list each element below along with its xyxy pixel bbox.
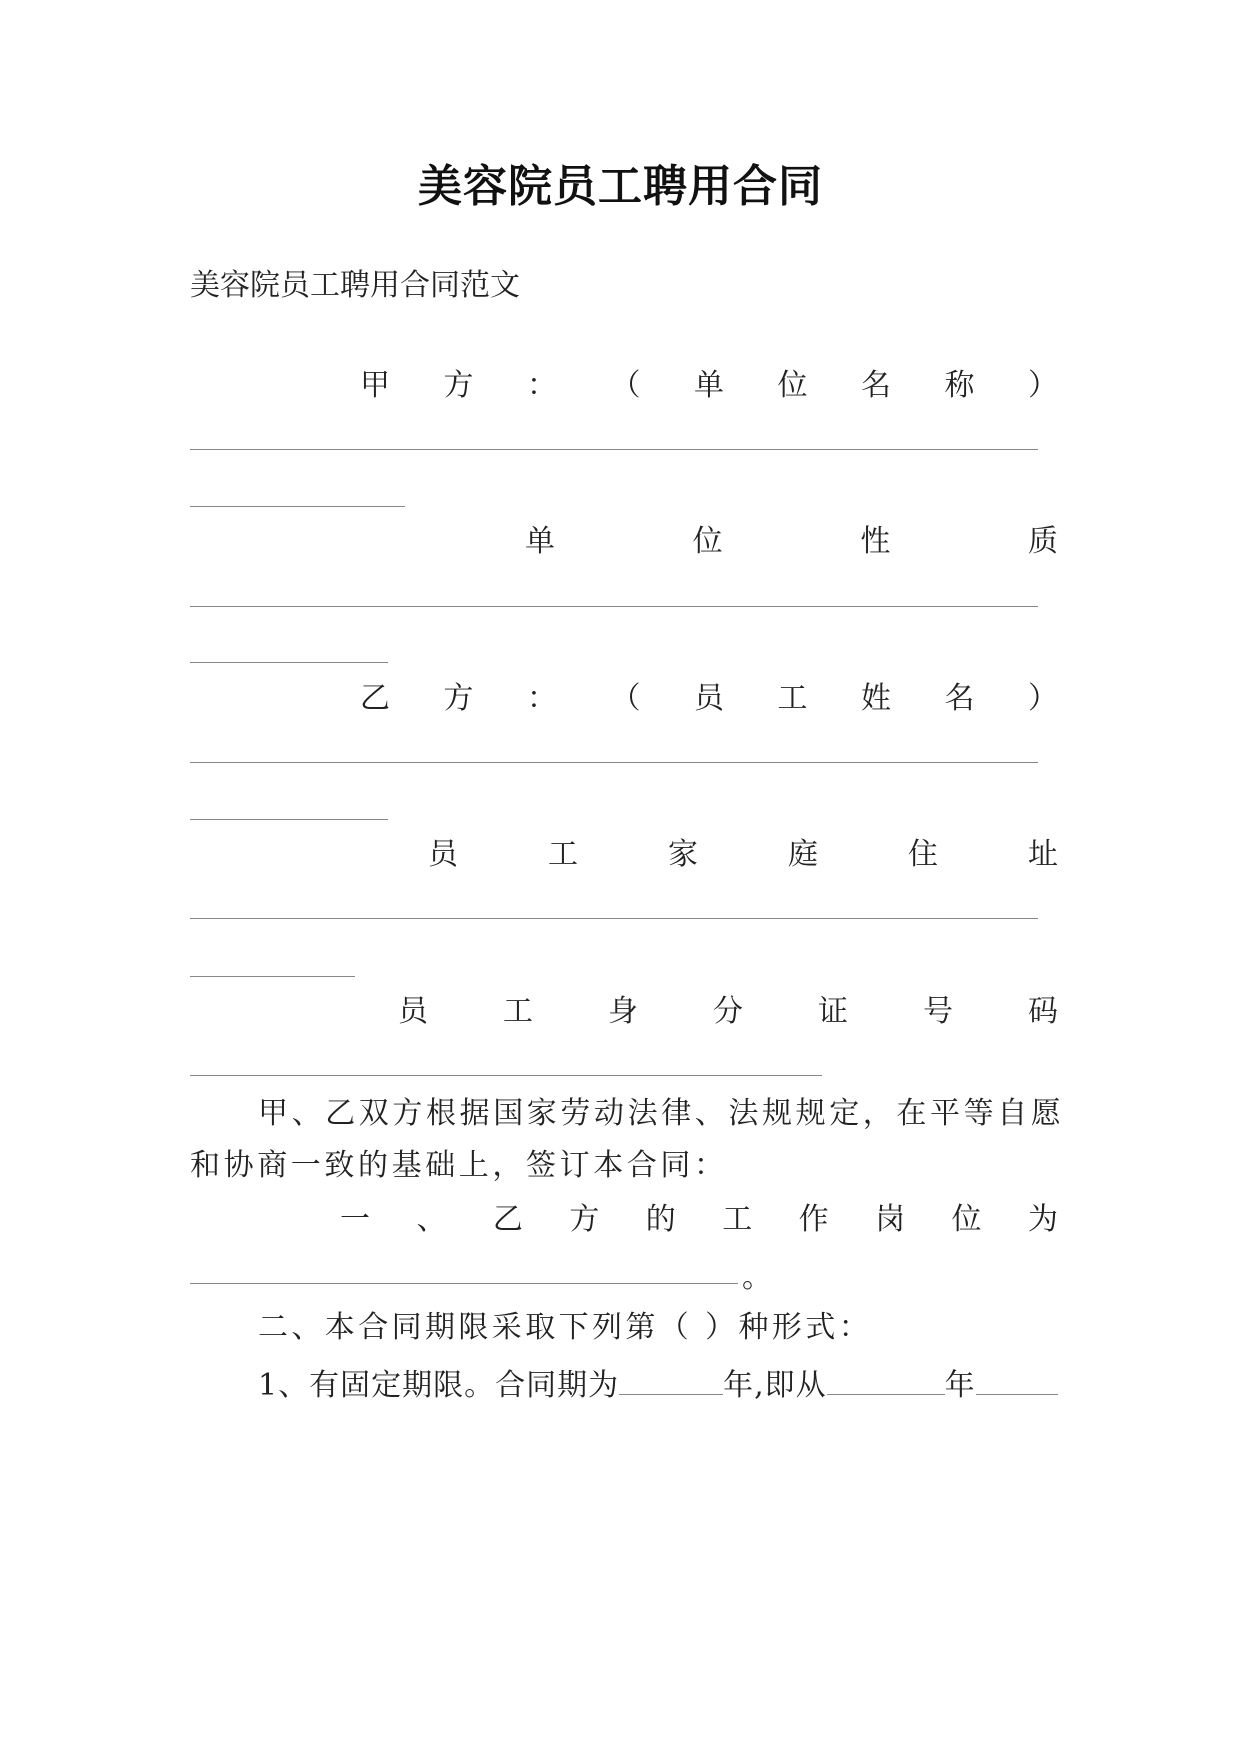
field-char: 方 [443, 368, 474, 403]
start-year-blank [827, 1364, 945, 1395]
clause-char: 、 [416, 1202, 447, 1237]
field-char: 工 [548, 837, 578, 872]
intro-paragraph-line-2: 和协商一致的基础上，签订本合同： [190, 1148, 728, 1183]
field-char: 单 [525, 524, 555, 559]
home-address-label [428, 835, 1058, 875]
intro-paragraph-line-1: 甲、乙双方根据国家劳动法律、法规规定，在平等自愿 [258, 1096, 1065, 1131]
clause-char: 作 [798, 1202, 829, 1237]
field-char: ： [527, 368, 557, 403]
term-years-blank [619, 1364, 723, 1395]
clause-char: 乙 [492, 1202, 523, 1237]
field-char: 性 [860, 524, 891, 559]
clause-1-heading [340, 1200, 1058, 1240]
field-char: ） [1028, 368, 1058, 403]
party-b-blank-line [190, 762, 1038, 763]
id-number-label [398, 992, 1058, 1032]
clause-char: 为 [1027, 1202, 1058, 1237]
field-char: 位 [777, 368, 808, 403]
field-char: 甲 [360, 368, 390, 403]
term-text: 年 [944, 1368, 976, 1403]
clause-char: 一 [340, 1202, 370, 1237]
field-char: 身 [608, 994, 638, 1029]
party-a-blank-line [190, 449, 1038, 450]
field-char: 住 [908, 837, 938, 872]
field-char: 址 [1028, 837, 1058, 872]
home-address-blank-line [190, 918, 1038, 919]
unit-nature-label [525, 522, 1058, 562]
id-number-blank-line [190, 1075, 822, 1076]
start-month-blank [976, 1364, 1058, 1395]
clause-char: 岗 [875, 1202, 906, 1237]
party-a-label [360, 366, 1058, 406]
field-char: 号 [923, 994, 953, 1029]
field-char: 乙 [360, 681, 390, 716]
field-char: 工 [503, 994, 533, 1029]
party-a-blank-line-continued [190, 506, 405, 507]
field-char: 员 [694, 681, 724, 716]
home-address-blank-line-continued [190, 976, 355, 977]
field-char: 质 [1027, 524, 1058, 559]
clause-1-period: 。 [742, 1260, 772, 1295]
field-char: ） [1028, 681, 1058, 716]
field-char: （ [610, 681, 641, 716]
clause-char: 工 [722, 1202, 753, 1237]
field-char: 姓 [861, 681, 891, 716]
clause-char: 方 [569, 1202, 600, 1237]
field-char: 员 [398, 994, 428, 1029]
field-char: 位 [692, 524, 723, 559]
party-b-label [360, 679, 1058, 719]
term-text: 年,即从 [723, 1368, 827, 1403]
term-text: 1、有固定期限。合同期为 [258, 1368, 620, 1403]
party-b-blank-line-continued [190, 819, 388, 820]
unit-nature-blank-line [190, 606, 1038, 607]
field-char: 名 [944, 681, 975, 716]
field-char: 分 [713, 994, 743, 1029]
field-char: 工 [777, 681, 808, 716]
document-subtitle: 美容院员工聘用合同范文 [190, 268, 520, 303]
field-char: 码 [1028, 994, 1058, 1029]
field-char: ： [527, 681, 557, 716]
clause-2-heading: 二、本合同期限采取下列第（ ）种形式： [258, 1310, 873, 1345]
field-char: 名 [861, 368, 891, 403]
field-char: 证 [818, 994, 848, 1029]
field-char: 单 [694, 368, 724, 403]
field-char: （ [610, 368, 641, 403]
document-title: 美容院员工聘用合同 [418, 161, 823, 212]
unit-nature-blank-line-continued [190, 662, 388, 663]
field-char: 庭 [788, 837, 818, 872]
clause-2-item-1 [258, 1364, 1058, 1406]
clause-char: 位 [951, 1202, 982, 1237]
field-char: 方 [443, 681, 474, 716]
clause-char: 的 [645, 1202, 676, 1237]
field-char: 员 [428, 837, 458, 872]
field-char: 家 [668, 837, 698, 872]
field-char: 称 [944, 368, 975, 403]
clause-1-blank-line [190, 1283, 738, 1284]
